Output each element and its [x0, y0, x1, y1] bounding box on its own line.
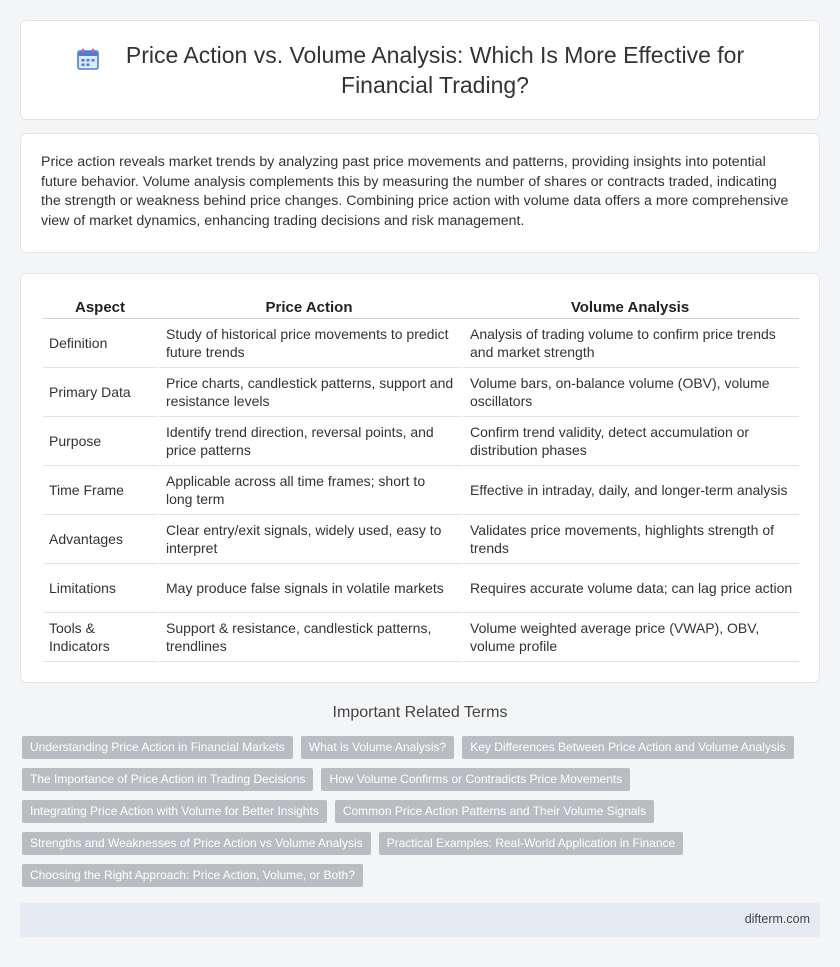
- related-term-link[interactable]: Strengths and Weaknesses of Price Action vs Volume Analysis: [22, 832, 371, 855]
- cell-volume-analysis: Effective in intraday, daily, and longer-term analysis: [461, 466, 799, 515]
- table-row: [43, 417, 799, 466]
- comparison-table: [43, 295, 799, 662]
- cell-aspect: Tools & Indicators: [43, 613, 157, 662]
- comparison-table-card: [20, 273, 820, 683]
- page-title: Price Action vs. Volume Analysis: Which Is More Effective for Financial Trading?: [125, 42, 745, 98]
- table-row: [43, 319, 799, 368]
- table-row: [43, 466, 799, 515]
- related-term-link[interactable]: Understanding Price Action in Financial Markets: [22, 736, 293, 759]
- table-row: [43, 564, 799, 613]
- cell-volume-analysis: Confirm trend validity, detect accumulation or distribution phases: [461, 417, 799, 466]
- cell-aspect: Advantages: [43, 515, 157, 564]
- header-aspect: Aspect: [43, 295, 157, 319]
- header-volume-analysis: Volume Analysis: [461, 295, 799, 319]
- related-term-link[interactable]: Practical Examples: Real-World Application in Finance: [379, 832, 684, 855]
- table-header-row: [43, 295, 799, 319]
- cell-volume-analysis: Requires accurate volume data; can lag price action: [461, 564, 799, 613]
- intro-card: [20, 133, 820, 253]
- cell-aspect: Limitations: [43, 564, 157, 613]
- footer-site-link[interactable]: difterm.com: [744, 912, 810, 926]
- table-row: [43, 368, 799, 417]
- cell-price-action: Study of historical price movements to predict future trends: [157, 319, 461, 368]
- related-term-link[interactable]: Integrating Price Action with Volume for Better Insights: [22, 800, 327, 823]
- table-row: [43, 613, 799, 662]
- header-card: [20, 20, 820, 120]
- related-term-link[interactable]: What is Volume Analysis?: [301, 736, 454, 759]
- cell-aspect: Definition: [43, 319, 157, 368]
- cell-aspect: Primary Data: [43, 368, 157, 417]
- intro-paragraph: Price action reveals market trends by analyzing past price movements and patterns, providing insights into potential future behavior. Volume analysis complements this by measuring the number of shares or contracts traded, indicating the strength or weakness behind price changes. Combining price action with volume data offers a more comprehensive view of market dynamics, enhancing trading decisions and risk management.: [41, 154, 789, 229]
- cell-price-action: Price charts, candlestick patterns, support and resistance levels: [157, 368, 461, 417]
- cell-volume-analysis: Volume weighted average price (VWAP), OBV, volume profile: [461, 613, 799, 662]
- cell-volume-analysis: Analysis of trading volume to confirm price trends and market strength: [461, 319, 799, 368]
- related-terms-title: Important Related Terms: [332, 704, 508, 721]
- related-term-link[interactable]: How Volume Confirms or Contradicts Price Movements: [321, 768, 630, 791]
- cell-price-action: Identify trend direction, reversal points, and price patterns: [157, 417, 461, 466]
- cell-aspect: Purpose: [43, 417, 157, 466]
- cell-price-action: Applicable across all time frames; short to long term: [157, 466, 461, 515]
- header-price-action: Price Action: [157, 295, 461, 319]
- table-row: [43, 515, 799, 564]
- footer: [20, 903, 820, 937]
- related-term-link[interactable]: Key Differences Between Price Action and Volume Analysis: [462, 736, 793, 759]
- related-term-link[interactable]: Common Price Action Patterns and Their Volume Signals: [335, 800, 654, 823]
- cell-price-action: May produce false signals in volatile markets: [157, 564, 461, 613]
- cell-volume-analysis: Validates price movements, highlights strength of trends: [461, 515, 799, 564]
- related-term-link[interactable]: The Importance of Price Action in Trading Decisions: [22, 768, 313, 791]
- cell-volume-analysis: Volume bars, on-balance volume (OBV), volume oscillators: [461, 368, 799, 417]
- cell-price-action: Clear entry/exit signals, widely used, easy to interpret: [157, 515, 461, 564]
- cell-aspect: Time Frame: [43, 466, 157, 515]
- cell-price-action: Support & resistance, candlestick patterns, trendlines: [157, 613, 461, 662]
- related-term-link[interactable]: Choosing the Right Approach: Price Action, Volume, or Both?: [22, 864, 363, 887]
- related-terms-list: [22, 736, 812, 887]
